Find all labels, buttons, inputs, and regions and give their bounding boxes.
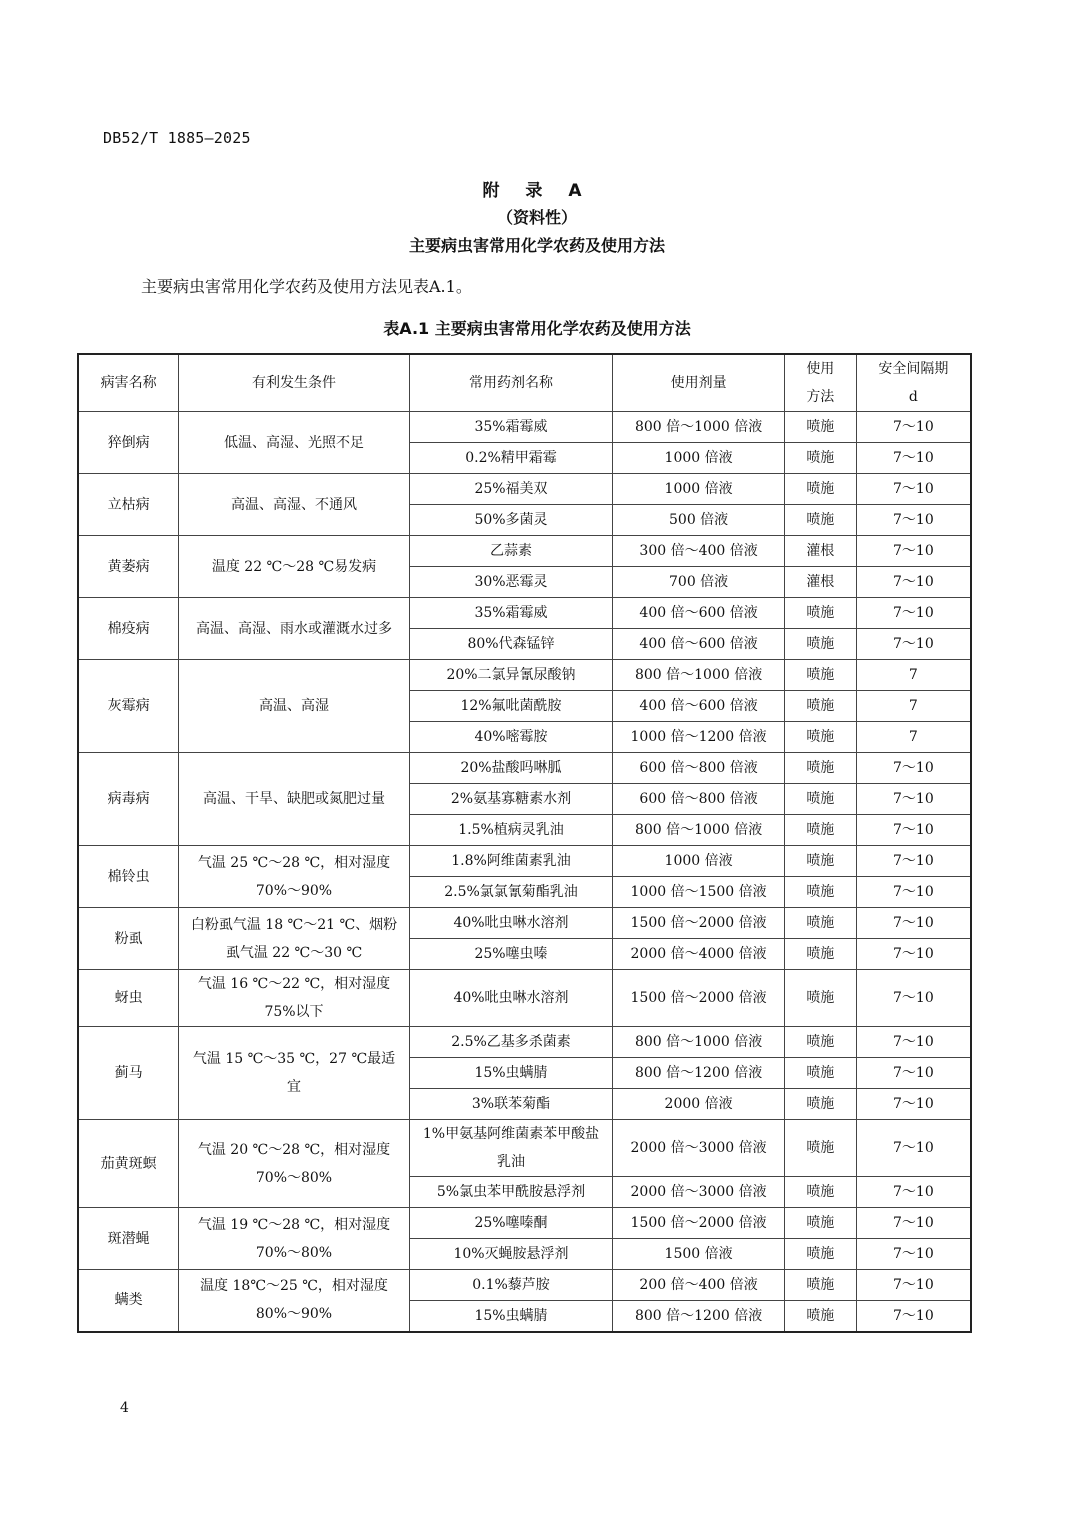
agent-cell: 35%霜霉威 [409,412,613,443]
interval-cell: 7～10 [856,908,971,939]
agent-cell: 1%甲氨基阿维菌素苯甲酸盐乳油 [409,1120,613,1177]
condition-cell: 高温、高湿、不通风 [179,474,409,536]
dose-cell: 400 倍～600 倍液 [613,629,785,660]
agent-cell: 40%嘧霉胺 [409,722,613,753]
header-interval-line1: 安全间隔期 [878,361,949,377]
method-cell: 灌根 [784,536,856,567]
table-row [78,970,971,1027]
condition-cell: 气温 19 ℃～28 ℃，相对湿度 70%～80% [179,1208,409,1270]
disease-name-cell: 棉疫病 [78,598,179,660]
method-cell: 喷施 [784,412,856,443]
header-condition: 有利发生条件 [179,354,409,412]
table-caption: 表A.1 主要病虫害常用化学农药及使用方法 [383,319,691,338]
interval-cell: 7～10 [856,970,971,1027]
method-cell: 喷施 [784,1270,856,1301]
agent-cell: 2%氨基寡糖素水剂 [409,784,613,815]
interval-cell: 7～10 [856,412,971,443]
intro-paragraph: 主要病虫害常用化学农药及使用方法见表A.1。 [141,277,472,296]
agent-cell: 25%噻虫嗪 [409,939,613,970]
header-method-line1: 使用 [806,361,835,377]
agent-cell: 40%吡虫啉水溶剂 [409,908,613,939]
table-row [78,474,971,505]
method-cell: 喷施 [784,939,856,970]
method-cell: 喷施 [784,908,856,939]
method-cell: 喷施 [784,443,856,474]
disease-name-cell: 棉铃虫 [78,846,179,908]
disease-name-cell: 斑潜蝇 [78,1208,179,1270]
condition-cell: 温度 22 ℃～28 ℃易发病 [179,536,409,598]
interval-cell: 7 [856,660,971,691]
dose-cell: 600 倍～800 倍液 [613,784,785,815]
dose-cell: 800 倍～1000 倍液 [613,660,785,691]
interval-cell: 7～10 [856,629,971,660]
method-cell: 喷施 [784,660,856,691]
agent-cell: 3%联苯菊酯 [409,1089,613,1120]
agent-cell: 乙蒜素 [409,536,613,567]
interval-cell: 7～10 [856,1027,971,1058]
disease-name-cell: 病毒病 [78,753,179,846]
interval-cell: 7～10 [856,1120,971,1177]
agent-cell: 40%吡虫啉水溶剂 [409,970,613,1027]
dose-cell: 400 倍～600 倍液 [613,598,785,629]
agent-cell: 2.5%氯氯氰菊酯乳油 [409,877,613,908]
dose-cell: 500 倍液 [613,505,785,536]
table-row [78,846,971,877]
interval-cell: 7～10 [856,1177,971,1208]
table-row [78,1027,971,1058]
interval-cell: 7～10 [856,505,971,536]
header-interval-line2: d [908,389,918,405]
appendix-title: 附 录 A [482,181,592,201]
method-cell: 喷施 [784,846,856,877]
dose-cell: 300 倍～400 倍液 [613,536,785,567]
method-cell: 喷施 [784,722,856,753]
dose-cell: 1000 倍液 [613,474,785,505]
dose-cell: 700 倍液 [613,567,785,598]
condition-cell: 气温 25 ℃～28 ℃，相对湿度 70%～90% [179,846,409,908]
disease-name-cell: 灰霉病 [78,660,179,753]
dose-cell: 1500 倍液 [613,1239,785,1270]
table-row [78,412,971,443]
agent-cell: 1.5%植病灵乳油 [409,815,613,846]
condition-cell: 高温、高湿、雨水或灌溉水过多 [179,598,409,660]
dose-cell: 800 倍～1200 倍液 [613,1058,785,1089]
table-row [78,908,971,939]
header-disease-name: 病害名称 [78,354,179,412]
condition-cell: 气温 15 ℃～35 ℃，27 ℃最适宜 [179,1027,409,1120]
interval-cell: 7～10 [856,1058,971,1089]
header-method-line2: 方法 [806,389,835,405]
table-header-row [78,354,971,412]
interval-cell: 7～10 [856,753,971,784]
method-cell: 喷施 [784,1027,856,1058]
dose-cell: 1000 倍液 [613,443,785,474]
dose-cell: 600 倍～800 倍液 [613,753,785,784]
agent-cell: 12%氟吡菌酰胺 [409,691,613,722]
interval-cell: 7～10 [856,474,971,505]
interval-cell: 7～10 [856,1270,971,1301]
agent-cell: 20%二氯异氰尿酸钠 [409,660,613,691]
interval-cell: 7～10 [856,1301,971,1332]
condition-cell: 高温、高湿 [179,660,409,753]
disease-name-cell: 蚜虫 [78,970,179,1027]
disease-name-cell: 粉虱 [78,908,179,970]
table-row [78,598,971,629]
condition-cell: 温度 18℃～25 ℃，相对湿度 80%～90% [179,1270,409,1332]
dose-cell: 800 倍～1000 倍液 [613,815,785,846]
dose-cell: 1500 倍～2000 倍液 [613,1208,785,1239]
method-cell: 喷施 [784,1177,856,1208]
agent-cell: 35%霜霉威 [409,598,613,629]
dose-cell: 200 倍～400 倍液 [613,1270,785,1301]
method-cell: 喷施 [784,877,856,908]
agent-cell: 30%恶霉灵 [409,567,613,598]
condition-cell: 气温 16 ℃～22 ℃，相对湿度 75%以下 [179,970,409,1027]
interval-cell: 7～10 [856,846,971,877]
agent-cell: 1.8%阿维菌素乳油 [409,846,613,877]
table-row [78,1270,971,1301]
interval-cell: 7 [856,722,971,753]
appendix-nature: （资料性） [496,208,577,227]
interval-cell: 7～10 [856,536,971,567]
disease-name-cell: 螨类 [78,1270,179,1332]
interval-cell: 7～10 [856,815,971,846]
interval-cell: 7 [856,691,971,722]
agent-cell: 2.5%乙基多杀菌素 [409,1027,613,1058]
header-dose: 使用剂量 [613,354,785,412]
table-row [78,1120,971,1177]
disease-name-cell: 黄萎病 [78,536,179,598]
interval-cell: 7～10 [856,1208,971,1239]
agent-cell: 10%灭蝇胺悬浮剂 [409,1239,613,1270]
agent-cell: 0.2%精甲霜霉 [409,443,613,474]
dose-cell: 800 倍～1200 倍液 [613,1301,785,1332]
agent-cell: 25%福美双 [409,474,613,505]
header-agent: 常用药剂名称 [409,354,613,412]
page-number: 4 [120,1400,129,1416]
method-cell: 喷施 [784,753,856,784]
agent-cell: 80%代森锰锌 [409,629,613,660]
dose-cell: 1500 倍～2000 倍液 [613,908,785,939]
dose-cell: 2000 倍～4000 倍液 [613,939,785,970]
disease-name-cell: 立枯病 [78,474,179,536]
dose-cell: 800 倍～1000 倍液 [613,1027,785,1058]
method-cell: 喷施 [784,629,856,660]
agent-cell: 5%氯虫苯甲酰胺悬浮剂 [409,1177,613,1208]
method-cell: 喷施 [784,1120,856,1177]
table-row [78,536,971,567]
dose-cell: 2000 倍～3000 倍液 [613,1120,785,1177]
interval-cell: 7～10 [856,567,971,598]
interval-cell: 7～10 [856,1089,971,1120]
interval-cell: 7～10 [856,598,971,629]
table-row [78,1208,971,1239]
method-cell: 喷施 [784,505,856,536]
dose-cell: 1500 倍～2000 倍液 [613,970,785,1027]
method-cell: 喷施 [784,815,856,846]
dose-cell: 1000 倍～1500 倍液 [613,877,785,908]
agent-cell: 15%虫螨腈 [409,1301,613,1332]
interval-cell: 7～10 [856,877,971,908]
agent-cell: 15%虫螨腈 [409,1058,613,1089]
appendix-subject: 主要病虫害常用化学农药及使用方法 [408,236,665,255]
method-cell: 喷施 [784,1239,856,1270]
condition-cell: 高温、干旱、缺肥或氮肥过量 [179,753,409,846]
agent-cell: 25%噻嗪酮 [409,1208,613,1239]
dose-cell: 400 倍～600 倍液 [613,691,785,722]
method-cell: 喷施 [784,474,856,505]
method-cell: 喷施 [784,691,856,722]
agent-cell: 0.1%藜芦胺 [409,1270,613,1301]
header-interval [856,354,971,412]
dose-cell: 2000 倍～3000 倍液 [613,1177,785,1208]
table-row [78,753,971,784]
method-cell: 灌根 [784,567,856,598]
document-code: DB52/T 1885—2025 [103,129,251,147]
condition-cell: 低温、高湿、光照不足 [179,412,409,474]
dose-cell: 1000 倍～1200 倍液 [613,722,785,753]
disease-name-cell: 猝倒病 [78,412,179,474]
method-cell: 喷施 [784,970,856,1027]
method-cell: 喷施 [784,598,856,629]
dose-cell: 800 倍～1000 倍液 [613,412,785,443]
header-method [784,354,856,412]
method-cell: 喷施 [784,1058,856,1089]
interval-cell: 7～10 [856,939,971,970]
method-cell: 喷施 [784,1208,856,1239]
condition-cell: 白粉虱气温 18 ℃～21 ℃、烟粉虱气温 22 ℃～30 ℃ [179,908,409,970]
pesticide-table [77,353,972,1333]
disease-name-cell: 茄黄斑螟 [78,1120,179,1208]
method-cell: 喷施 [784,1089,856,1120]
dose-cell: 1000 倍液 [613,846,785,877]
interval-cell: 7～10 [856,784,971,815]
dose-cell: 2000 倍液 [613,1089,785,1120]
method-cell: 喷施 [784,1301,856,1332]
condition-cell: 气温 20 ℃～28 ℃，相对湿度 70%～80% [179,1120,409,1208]
interval-cell: 7～10 [856,1239,971,1270]
agent-cell: 20%盐酸吗啉胍 [409,753,613,784]
disease-name-cell: 蓟马 [78,1027,179,1120]
agent-cell: 50%多菌灵 [409,505,613,536]
method-cell: 喷施 [784,784,856,815]
table-row [78,660,971,691]
interval-cell: 7～10 [856,443,971,474]
